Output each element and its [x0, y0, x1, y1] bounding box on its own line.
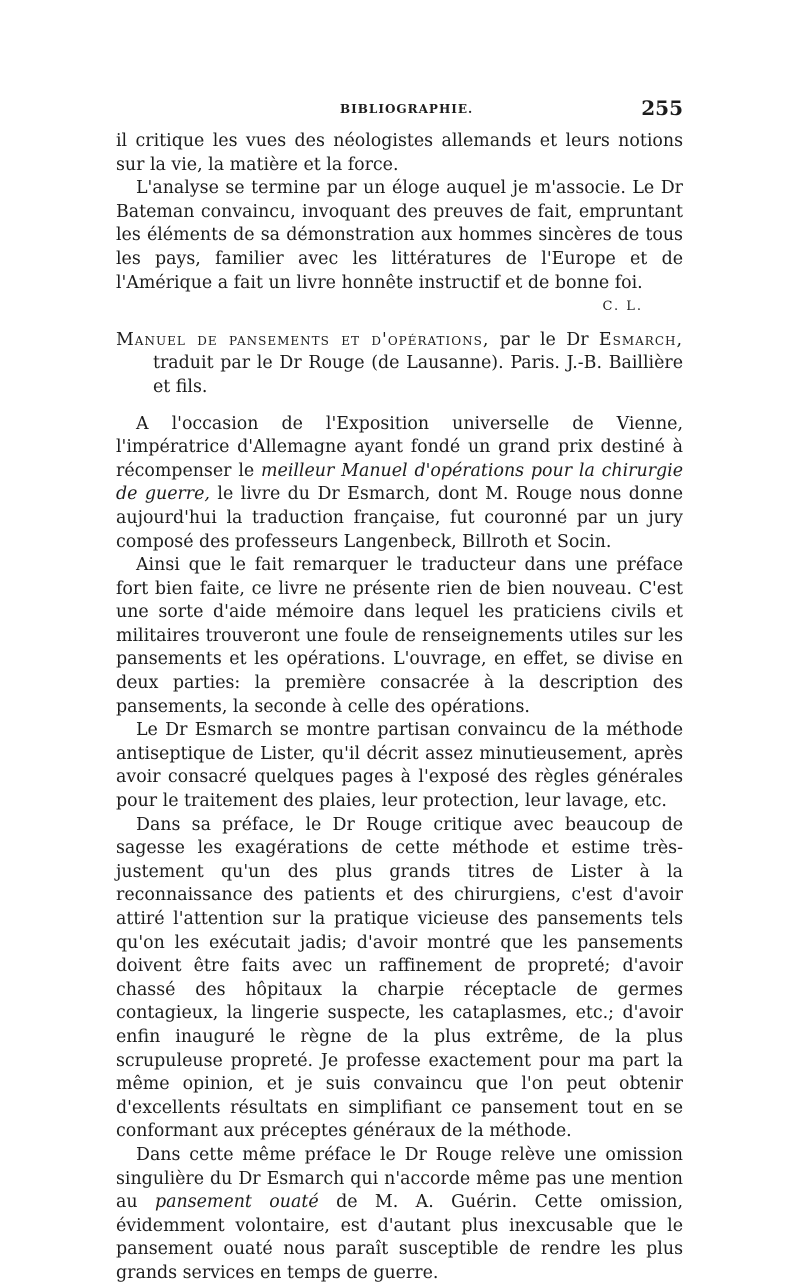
paragraph-5-text-b: de M. A. Guérin. Cette omission, évidemment volontaire, est d'autant plus inexcusable que le pansement ouaté nous paraît susceptible de rendre les plus grands services en temps de guerre.	[116, 1192, 683, 1283]
reviewer-signature: C. L.	[602, 299, 643, 315]
book-author: Esmarch,	[598, 329, 684, 350]
heading-dr-2: Dr	[279, 353, 302, 374]
page-body	[116, 130, 683, 1286]
book-title: Manuel de pansements et d'opérations,	[116, 329, 490, 350]
page-number: 255	[641, 96, 683, 120]
heading-dr: Dr	[566, 329, 589, 350]
heading-translated: traduit par le	[153, 353, 273, 374]
page-header	[108, 96, 683, 122]
book-translator-publisher: Rouge (de Lausanne). Paris. J.-B. Baillière et fils.	[153, 353, 683, 397]
running-title: BIBLIOGRAPHIE.	[340, 102, 474, 116]
previous-review-conclusion: L'analyse se termine par un éloge auquel je m'associe. Le Dr Bateman convaincu, invoquant des preuves de fait, empruntant les éléments de sa démonstration aux hommes sincères de tous les pays, familier avec les littératures de l'Europe et de l'Amérique a fait un livre honnête instructif et de bonne foi.	[116, 178, 683, 293]
paragraph-1-text-a: A l'occasion de l'Exposition universelle de Vienne, l'impératrice d'Allemagne ayant fondé un grand prix destiné à récompenser le	[116, 413, 683, 481]
heading-by: par le	[499, 329, 556, 350]
review-paragraph-3: Le Dr Esmarch se montre partisan convaincu de la méthode antiseptique de Lister, qu'il décrit assez minutieusement, après avoir consacré quelques pages à l'exposé des règles générales pour le traitement des plaies, leur protection, leur lavage, etc.	[116, 720, 683, 812]
review-paragraph-2: Ainsi que le fait remarquer le traducteur dans une préface fort bien faite, ce livre ne présente rien de bien nouveau. C'est une sorte d'aide mémoire dans lequel les praticiens civils et militaires trouveront une foule de renseignements utiles sur les pansements et les opérations. L'ouvrage, en effet, se divise en deux parties: la première consacrée à la description des pansements, la seconde à celle des opérations.	[116, 555, 683, 717]
review-paragraph-1	[116, 413, 683, 555]
pansement-ouate-italic: pansement ouaté	[155, 1192, 319, 1213]
review-paragraph-4: Dans sa préface, le Dr Rouge critique avec beaucoup de sagesse les exagérations de cette méthode et estime très-justement qu'un des plus grands titres de Lister à la reconnaissance des patients et des chirurgiens, c'est d'avoir attiré l'attention sur la pratique vicieuse des pansements tels qu'on les exécutait jadis; d'avoir montré que les pansements doivent être faits avec un raffinement de propreté; d'avoir chassé des hôpitaux la charpie réceptacle de germes contagieux, la lingerie suspecte, les cataplasmes, etc.; d'avoir enfin inauguré le règne de la plus extrême, de la plus scrupuleuse propreté. Je professe exactement pour ma part la même opinion, et je suis convaincu que l'on peut obtenir d'excellents résultats en simplifiant ce pansement tout en se conformant aux préceptes généraux de la méthode.	[116, 814, 683, 1142]
paragraph-5-text-a: Dans cette même préface le Dr Rouge relève une omission singulière du Dr Esmarch qui n'accorde même pas une mention au	[116, 1144, 683, 1213]
paragraph-1-text-b: le livre du Dr Esmarch, dont M. Rouge nous donne aujourd'hui la traduction française, fut couronné par un jury composé des professeurs Langenbeck, Billroth et Socin.	[116, 484, 683, 552]
previous-review-continuation: il critique les vues des néologistes allemands et leurs notions sur la vie, la matière et la force.	[116, 131, 683, 175]
prize-title-italic: meilleur Manuel d'opérations pour la chirurgie de guerre,	[116, 460, 683, 505]
review-heading	[116, 329, 683, 400]
signoff-line	[116, 295, 683, 319]
